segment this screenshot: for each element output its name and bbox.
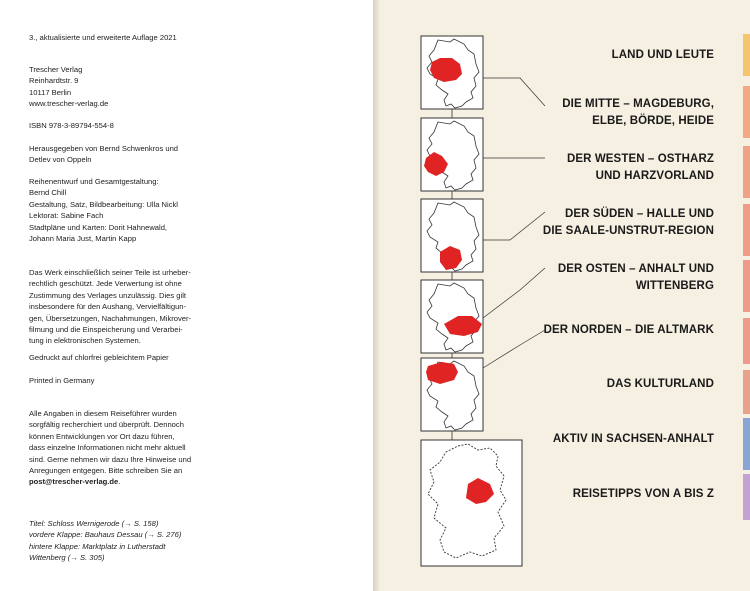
toc-land-und-leute[interactable]: LAND UND LEUTE xyxy=(611,49,714,61)
toc-norden[interactable]: DER NORDEN – DIE ALTMARK xyxy=(543,324,714,336)
printed-line: Printed in Germany xyxy=(29,376,95,385)
map-osten[interactable] xyxy=(421,268,545,353)
isbn-line: ISBN 978-3-89794-554-8 xyxy=(29,121,114,130)
toc-kulturland[interactable]: DAS KULTURLAND xyxy=(606,378,714,390)
edition-line: 3., aktualisierte und erweiterte Auflage 2021 xyxy=(29,33,177,42)
copyright-block: Das Werk einschließlich seiner Teile ist urheber- rechtlich geschützt. Jede Verwertung ist ohne Zustimmung des Verlages unzulässig. Dies gilt insbesondere für den Aushang, Vervielfältigun- gen, Übersetzungen, Nachahmungen, Mikrover- filmung und die Einspeicherung und Verarbei- tung in elektronischen Systemen. xyxy=(29,268,192,346)
publisher-block: Trescher Verlag Reinhardtstr. 9 10117 Berlin www.trescher-verlag.de xyxy=(29,65,109,109)
photo-credits-block: Titel: Schloss Wernigerode (→ S. 158) vordere Klappe: Bauhaus Dessau (→ S. 276) hintere Klappe: Marktplatz in Lutherstadt Wittenberg (→ S. 305) xyxy=(29,519,182,563)
toc-reisetipps[interactable]: REISETIPPS VON A BIS Z xyxy=(572,488,714,500)
map-mitte[interactable] xyxy=(421,36,545,109)
map-germany[interactable] xyxy=(421,440,522,566)
paper-line: Gedruckt auf chlorfrei gebleichtem Papier xyxy=(29,353,169,362)
publisher-url: www.trescher-verlag.de xyxy=(29,99,109,109)
map-westen[interactable] xyxy=(421,118,545,191)
toc-mitte[interactable]: DIE MITTE – MAGDEBURG, ELBE, BÖRDE, HEIDE xyxy=(562,98,714,127)
toc-osten[interactable]: DER OSTEN – ANHALT UND WITTENBERG xyxy=(557,263,714,292)
toc-aktiv[interactable]: AKTIV IN SACHSEN-ANHALT xyxy=(552,433,714,445)
toc-sueden[interactable]: DER SÜDEN – HALLE UND DIE SAALE-UNSTRUT-REGION xyxy=(542,208,714,237)
editors-block: Herausgegeben von Bernd Schwenkros und Detlev von Oppeln xyxy=(29,144,179,165)
map-sueden[interactable] xyxy=(421,199,545,272)
email-link[interactable]: post@trescher-verlag.de xyxy=(29,477,119,487)
toc-westen[interactable]: DER WESTEN – OSTHARZ UND HARZVORLAND xyxy=(566,153,714,182)
disclaimer-block: Alle Angaben in diesem Reiseführer wurden sorgfältig recherchiert und überprüft. Dennoch können Entwicklungen vor Ort dazu führen, dass einzelne Informationen nicht mehr aktuell sind. Gerne nehmen wir dazu Ihre Hinweise und Anregungen entgegen. Bitte schreiben Sie an post@trescher-verlag.de. xyxy=(29,409,192,487)
credits-block: Reihenentwurf und Gesamtgestaltung: Bernd Chill Gestaltung, Satz, Bildbearbeitung: Ulla Nickl Lektorat: Sabine Fach Stadtpläne und Karten: Dorit Hahnewald, Johann Maria Just, Martin Kapp xyxy=(29,177,178,243)
